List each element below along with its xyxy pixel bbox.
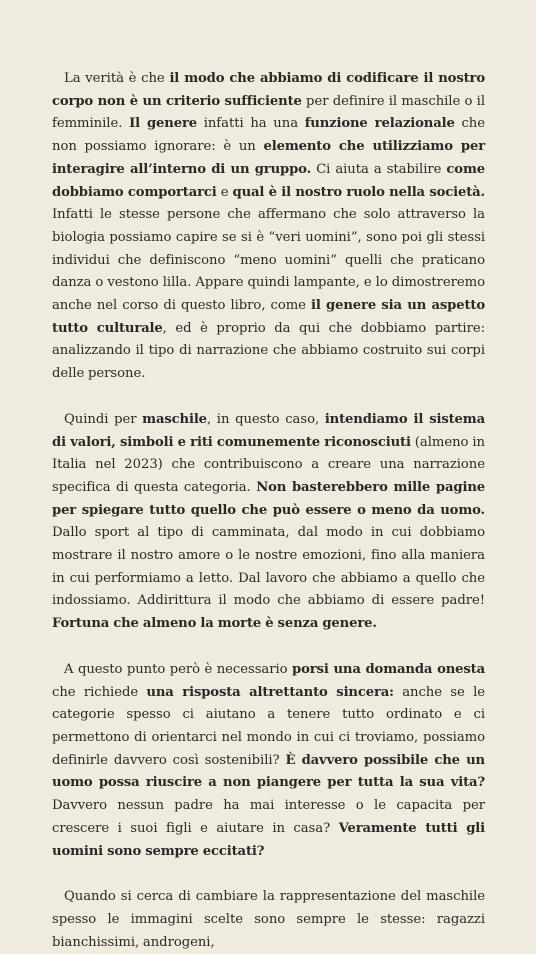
- bold-text-run: funzione relazionale: [304, 116, 455, 132]
- bold-text-run: maschile: [142, 411, 207, 427]
- text-run: che non possiamo ignorare: è un: [52, 116, 485, 155]
- text-run: , in questo caso,: [206, 411, 325, 427]
- text-run: Ci aiuta a stabilire: [311, 161, 447, 177]
- text-run: Davvero nessun padre ha mai interesse o le capacita per crescere i suoi figli e aiutare in casa?: [52, 798, 485, 836]
- text-run: per definire il maschile o il femminile.: [52, 93, 485, 132]
- paragraph-gender-definition: [52, 68, 485, 386]
- text-run: Quindi per: [64, 411, 143, 427]
- bold-text-run: una risposta altrettanto sincera:: [146, 684, 394, 700]
- text-run: anche se le categorie spesso ci aiutano a tenere tutto ordinato e ci permettono di orientarci nel mondo in cui ci troviamo, possiamo definirle davvero così sostenibili?: [52, 684, 486, 768]
- paragraph-masculine-system: [52, 409, 485, 636]
- paragraph-representation: [52, 886, 485, 954]
- bold-text-run: Fortuna che almeno la morte è senza genere.: [52, 616, 377, 632]
- text-run: Infatti le stesse persone che affermano che solo attraverso la biologia possiamo capire se si è “veri uomini”, sono poi gli stessi individui che definiscono “meno uomini” quelli che praticano danza o vestono lilla. Appare quindi lampante, e lo dimostreremo anche nel corso di questo libro, come: [52, 207, 485, 314]
- bold-text-run: È davvero possibile che un uomo possa riuscire a non piangere per tutta la sua vita?: [52, 752, 485, 791]
- bold-text-run: Il genere: [129, 116, 197, 132]
- text-run: infatti ha una: [196, 116, 305, 132]
- text-run: A questo punto però è necessario: [64, 661, 293, 677]
- bold-text-run: elemento che utilizziamo per interagire all’interno di un gruppo.: [52, 139, 485, 177]
- bold-text-run: porsi una domanda onesta: [292, 661, 485, 677]
- text-run: che richiede: [52, 684, 147, 700]
- text-run: (almeno in Italia nel 2023) che contribuiscono a creare una narrazione specifica di questa categoria.: [52, 434, 485, 495]
- text-run: , ed è proprio da qui che dobbiamo partire: analizzando il tipo di narrazione che abbiamo costruito sui corpi delle persone.: [52, 320, 485, 382]
- text-run: Dallo sport al tipo di camminata, dal modo in cui dobbiamo mostrare il nostro amore o le nostre emozioni, fino alla maniera in cui performiamo a letto. Dal lavoro che abbiamo a quello che indossiamo. Addirittura il modo che abbiamo di essere padre!: [52, 525, 485, 609]
- text-run: e: [216, 184, 233, 200]
- bold-text-run: Veramente tutti gli uomini sono sempre eccitati?: [52, 820, 485, 859]
- bold-text-run: il genere sia un aspetto tutto culturale: [52, 298, 485, 336]
- bold-text-run: il modo che abbiamo di codificare il nostro corpo non è un criterio sufficiente: [52, 71, 485, 109]
- paragraph-honest-question: [52, 659, 485, 863]
- bold-text-run: intendiamo il sistema di valori, simboli e riti comunemente riconosciuti: [52, 411, 486, 450]
- text-run: La verità è che: [64, 71, 170, 86]
- text-run: Quando si cerca di cambiare la rappresentazione del maschile spesso le immagini scelte sono sempre le stesse: ragazzi bianchissimi, androgeni,: [52, 889, 485, 950]
- bold-text-run: Non basterebbero mille pagine per spiegare tutto quello che può essere o meno da uomo.: [52, 479, 486, 518]
- bold-text-run: qual è il nostro ruolo nella società.: [232, 184, 485, 200]
- bold-text-run: come dobbiamo comportarci: [52, 161, 485, 200]
